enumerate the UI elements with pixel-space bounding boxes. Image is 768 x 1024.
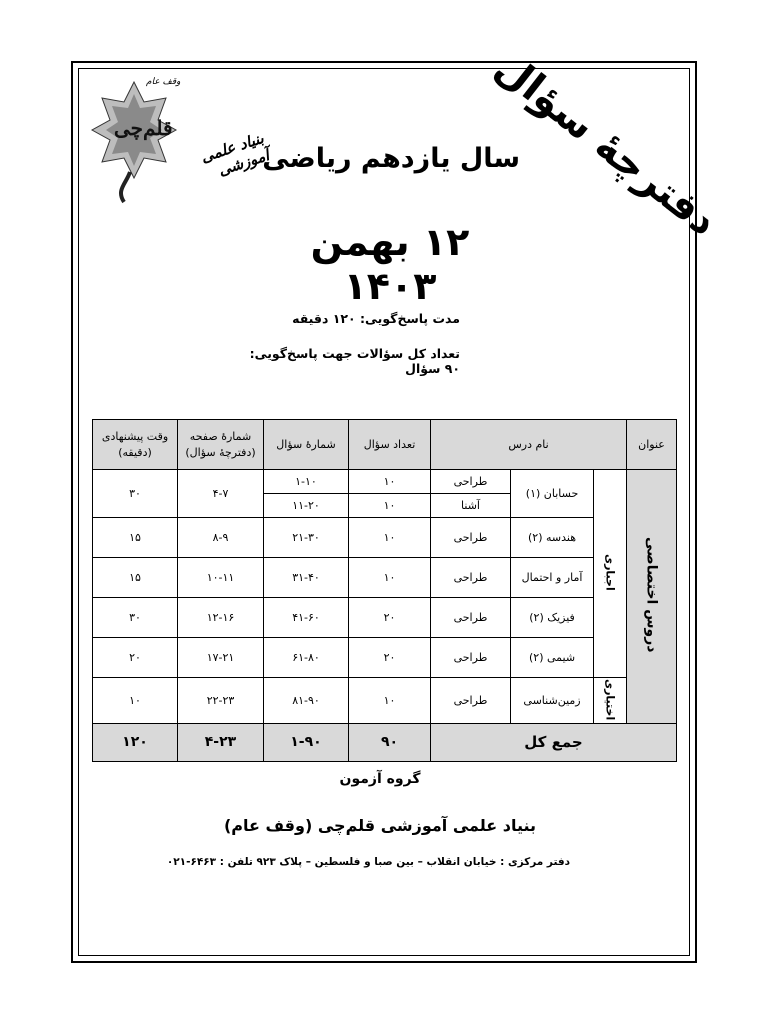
- question-range: ۱۱-۲۰: [264, 494, 349, 518]
- exam-subtitle: سال یازدهم ریاضی: [262, 143, 520, 174]
- group-cell: [627, 470, 677, 724]
- header-time-l2: (دقیقه): [118, 445, 152, 459]
- question-count: ۱۰: [349, 518, 431, 558]
- exam-date: ۱۲ بهمن ۱۴۰۳: [310, 220, 470, 308]
- question-count: ۲۰: [349, 598, 431, 638]
- table-row: [93, 470, 677, 494]
- header-course: نام درس: [431, 420, 627, 470]
- exam-table: [92, 419, 677, 762]
- question-count: ۱۰: [349, 558, 431, 598]
- header-qnum: شمارهٔ سؤال: [264, 420, 349, 470]
- total-questions-text: تعداد کل سؤالات جهت پاسخ‌گویی: ۹۰ سؤال: [249, 346, 460, 376]
- course-type: طراحی: [431, 598, 511, 638]
- header-page-l1: شمارهٔ صفحه: [189, 430, 252, 444]
- table-row: [93, 558, 677, 578]
- table-row: [93, 518, 677, 538]
- question-range: ۴۱-۶۰: [264, 598, 349, 638]
- course-type: آشنا: [431, 494, 511, 518]
- header-time-l1: وقت پیشنهادی: [101, 430, 169, 444]
- table-row: [93, 678, 677, 722]
- question-count: ۱۰: [349, 470, 431, 494]
- mandatory-cell: [594, 470, 627, 678]
- page-range: ۱۰-۱۱: [178, 558, 264, 598]
- course-type: طراحی: [431, 558, 511, 598]
- question-range: ۳۱-۴۰: [264, 558, 349, 598]
- course-name: آمار و احتمال: [511, 558, 594, 598]
- course-name: فیزیک (۲): [511, 598, 594, 638]
- mandatory-label: اجباری: [603, 553, 617, 591]
- office-address: دفتر مرکزی : خیابان انقلاب – بین صبا و فلسطین – پلاک ۹۲۳ تلفن : ۶۴۶۳-۰۲۱: [166, 856, 570, 868]
- booklet-stamp: [486, 44, 726, 246]
- question-range: ۱-۱۰: [264, 470, 349, 494]
- stamp-text: دفترچهٔ سؤال: [486, 44, 726, 246]
- question-range: ۶۱-۸۰: [264, 638, 349, 678]
- question-count: ۱۰: [349, 494, 431, 518]
- question-range: ۲۱-۳۰: [264, 518, 349, 558]
- question-count: ۲۰: [349, 638, 431, 678]
- page-range: ۸-۹: [178, 518, 264, 558]
- course-type: طراحی: [431, 638, 511, 678]
- optional-label: اختیاری: [603, 678, 617, 720]
- header-title: عنوان: [627, 420, 677, 470]
- qalamchi-logo: [86, 72, 272, 212]
- total-qrange: ۱-۹۰: [264, 723, 349, 761]
- duration-text: مدت پاسخ‌گویی: ۱۲۰ دقیقه: [292, 311, 460, 326]
- course-name: هندسه (۲): [511, 518, 594, 558]
- total-count: ۹۰: [349, 723, 431, 761]
- suggested-time: ۲۰: [93, 638, 178, 678]
- total-label: جمع کل: [431, 723, 677, 761]
- course-name: حسابان (۱): [511, 470, 594, 518]
- suggested-time: ۱۵: [93, 558, 178, 598]
- header-time: [93, 420, 178, 470]
- exam-group: گروه آزمون: [339, 771, 421, 787]
- optional-cell: [594, 678, 627, 723]
- table-header-row: [93, 420, 677, 470]
- suggested-time: ۱۵: [93, 518, 178, 558]
- question-count: ۱۰: [349, 678, 431, 723]
- table-row: [93, 598, 677, 618]
- header-page: [178, 420, 264, 470]
- total-pages: ۴-۲۳: [178, 723, 264, 761]
- course-name: شیمی (۲): [511, 638, 594, 678]
- total-row: [93, 723, 677, 761]
- logo-foundation-text: بنیاد علمی آموزشی: [198, 128, 272, 180]
- suggested-time: ۳۰: [93, 598, 178, 638]
- header-page-l2: (دفترچهٔ سؤال): [185, 445, 256, 459]
- logo-brand-text: قلم‌چی: [114, 116, 173, 140]
- question-range: ۸۱-۹۰: [264, 678, 349, 723]
- course-type: طراحی: [431, 470, 511, 494]
- total-time: ۱۲۰: [93, 723, 178, 761]
- suggested-time: ۱۰: [93, 678, 178, 723]
- course-type: طراحی: [431, 518, 511, 558]
- course-name: زمین‌شناسی: [511, 678, 594, 723]
- organization-name: بنیاد علمی آموزشی قلم‌چی (وقف عام): [223, 816, 537, 835]
- table-row: [93, 638, 677, 658]
- page-range: ۱۷-۲۱: [178, 638, 264, 678]
- page-range: ۲۲-۲۳: [178, 678, 264, 723]
- page-range: ۴-۷: [178, 470, 264, 518]
- page-range: ۱۲-۱۶: [178, 598, 264, 638]
- group-label: دروس اختصاصی: [643, 537, 660, 653]
- header-count: تعداد سؤال: [349, 420, 431, 470]
- logo-tag-text: وقف عام: [146, 77, 181, 87]
- suggested-time: ۳۰: [93, 470, 178, 518]
- course-type: طراحی: [431, 678, 511, 723]
